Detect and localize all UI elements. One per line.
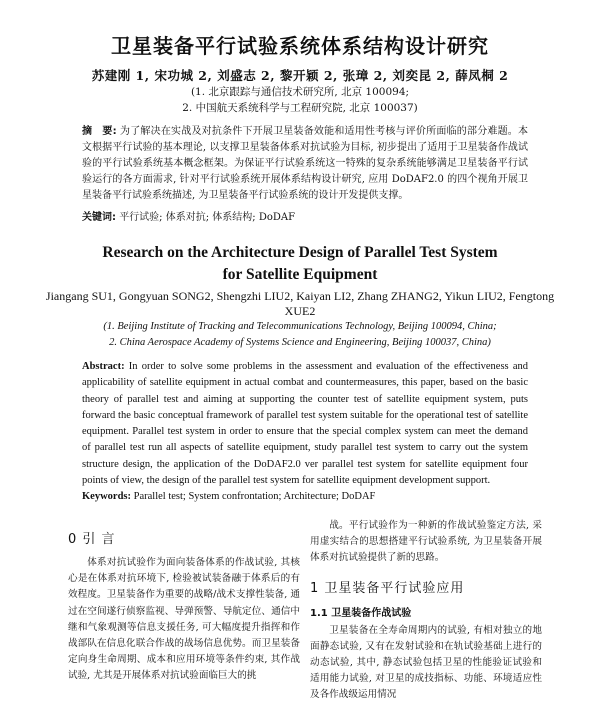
english-title-line-2: for Satellite Equipment (222, 266, 378, 283)
subsection-1-1-paragraph: 卫星装备在全寿命周期内的试验, 有相对独立的地面静态试验, 又有在发射试验和在轨试验基础上进行的动态试验, 其中, 静态试验包括卫星的性能验证试验和适用能力试验, 对卫星的成技指标、功能、环境适应性及各作战级运用情况 (310, 624, 542, 701)
english-abstract (82, 359, 528, 489)
chinese-authors: 苏建刚 1, 宋功城 2, 刘盛志 2, 黎开颖 2, 张璋 2, 刘奕昆 2, 薛凤桐 2 (91, 68, 509, 83)
section-1-heading: 1 卫星装备平行试验应用 (310, 580, 465, 596)
chinese-title: 卫星装备平行试验系统体系结构设计研究 (111, 34, 489, 58)
english-authors: Jiangang SU1, Gongyuan SONG2, Shengzhi LIU2, Kaiyan LI2, Zhang ZHANG2, Yikun LIU2, Fengtong XUE2 (45, 289, 555, 318)
english-keywords-text: Parallel test; System confrontation; Architecture; DoDAF (133, 491, 376, 502)
body-column-right (310, 518, 542, 704)
english-title (0, 242, 600, 286)
chinese-abstract (82, 124, 528, 204)
chinese-affiliation-2: 2. 中国航天系统科学与工程研究院, 北京 100037) (182, 102, 418, 114)
chinese-keywords-text: 平行试验; 体系对抗; 体系结构; DoDAF (119, 212, 296, 223)
chinese-affiliation-1: (1. 北京跟踪与通信技术研究所, 北京 100094; (190, 86, 410, 98)
section-0-heading: 0 引 言 (68, 532, 116, 547)
subsection-1-1-heading: 1.1 卫星装备作战试验 (310, 607, 412, 619)
chinese-abstract-label: 摘 要: (82, 126, 117, 137)
chinese-keywords-label: 关键词: (82, 212, 116, 223)
english-abstract-label: Abstract: (82, 361, 125, 372)
body-column-left (68, 518, 300, 685)
english-affiliation-1: (1. Beijing Institute of Tracking and Telecommunications Technology, Beijing 100094, China; (103, 321, 497, 332)
section-0-continuation: 战。平行试验作为一种新的作战试验鉴定方法, 采用虚实结合的思想搭建平行试验系统, 为卫星装备开展体系对抗试验提供了新的思路。 (310, 520, 542, 564)
chinese-abstract-text: 为了解决在实战及对抗条件下开展卫星装备效能和适用性考核与评价所面临的部分难题。本文根据平行试验的基本理论, 以支撑卫星装备体系对抗试验为目标, 初步提出了适用于卫星装备作战试验的平行试验系统基本概念框架。为保证平行试验系统这一特殊的复杂系统能够满足卫星装备平行试验运行的各方面需求, 针对平行试验系统开展体系结构设计研究, 应用 DoDAF2.0 的四个视角开展卫星装备平行试验系统描述, 为卫星装备平行试验系统的设计开发提供支撑。 (82, 126, 529, 201)
english-keywords (82, 491, 528, 502)
chinese-keywords (82, 208, 528, 223)
english-affiliation-2: 2. China Aerospace Academy of Systems Science and Engineering, Beijing 100037, China) (109, 337, 491, 348)
english-abstract-text: In order to solve some problems in the assessment and evaluation of the effectiveness and applicability of satellite equipment in actual combat and countermeasures, this paper, based on the basic theory of parallel test and aiming at supporting the counter test of satellite equipment system, puts forward the basic conceptual framework of parallel test system suitable for the operational test of satellite equipment. Parallel test system in order to ensure that the special complex system can meet the demand of parallel test run all aspects of satellite equipment, study parallel test system to carry out the system structure design, the application of the DoDAF2.0 ver parallel test system for satellite equipment four points of view, the design of the parallel test system for satellite equipment development support. (82, 361, 528, 487)
english-title-line-1: Research on the Architecture Design of Parallel Test System (102, 244, 498, 261)
section-0-paragraph: 体系对抗试验作为面向装备体系的作战试验, 其核心是在体系对抗环境下, 检验被试装备融于体系后的有效程度。卫星装备作为重要的战略/战术支撑性装备, 通过在空间遂行侦察监视、导弹预警、导航定位、通信中继和气象观测等信息支援任务, 可大幅度提升指挥和作战部队在信息化联合作战的战场信息优势。而卫星装备定向身生命周期、成本和应用环境等条件约束, 其作战试验, 尤其是开展体系对抗试验面临巨大的挑 (68, 557, 300, 682)
english-keywords-label: Keywords: (82, 491, 131, 502)
